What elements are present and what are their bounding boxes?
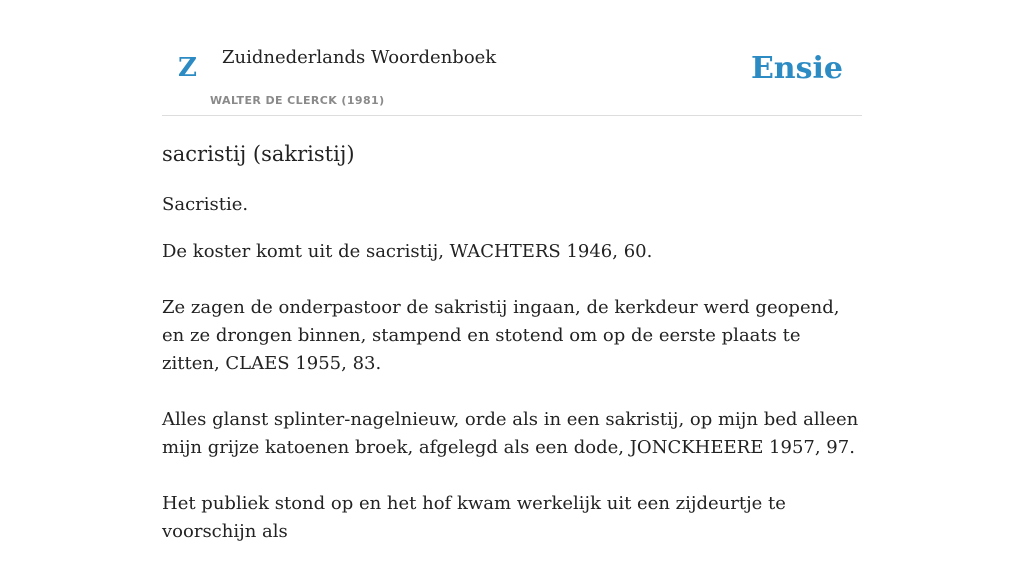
book-author: WALTER DE CLERCK (1981) — [210, 94, 385, 107]
book-header — [162, 0, 862, 116]
entry-content — [162, 138, 862, 574]
book-logo[interactable]: Z — [178, 53, 197, 83]
entry-title: sacristij (sakristij) — [162, 142, 355, 166]
book-title-link[interactable]: Zuidnederlands Woordenboek — [222, 47, 497, 68]
quote-item: Het publiek stond op en het hof kwam werkelijk uit een zijdeurtje te voorschijn als — [162, 493, 786, 542]
quote-item: Alles glanst splinter-nagelnieuw, orde als in een sakristij, op mijn bed alleen mijn grijze katoenen broek, afgelegd als een dode, JONCKHEERE 1957, 97. — [162, 409, 859, 458]
quote-item: Ze zagen de onderpastoor de sakristij ingaan, de kerkdeur werd geopend, en ze drongen binnen, stampend en stotend om op de eerste plaats te zitten, CLAES 1955, 83. — [162, 297, 840, 374]
quote-list — [162, 238, 862, 546]
entry-definition: Sacristie. — [162, 194, 249, 215]
ensie-logo-link[interactable]: Ensie — [750, 51, 843, 86]
quote-item: De koster komt uit de sacristij, WACHTERS 1946, 60. — [162, 241, 653, 262]
